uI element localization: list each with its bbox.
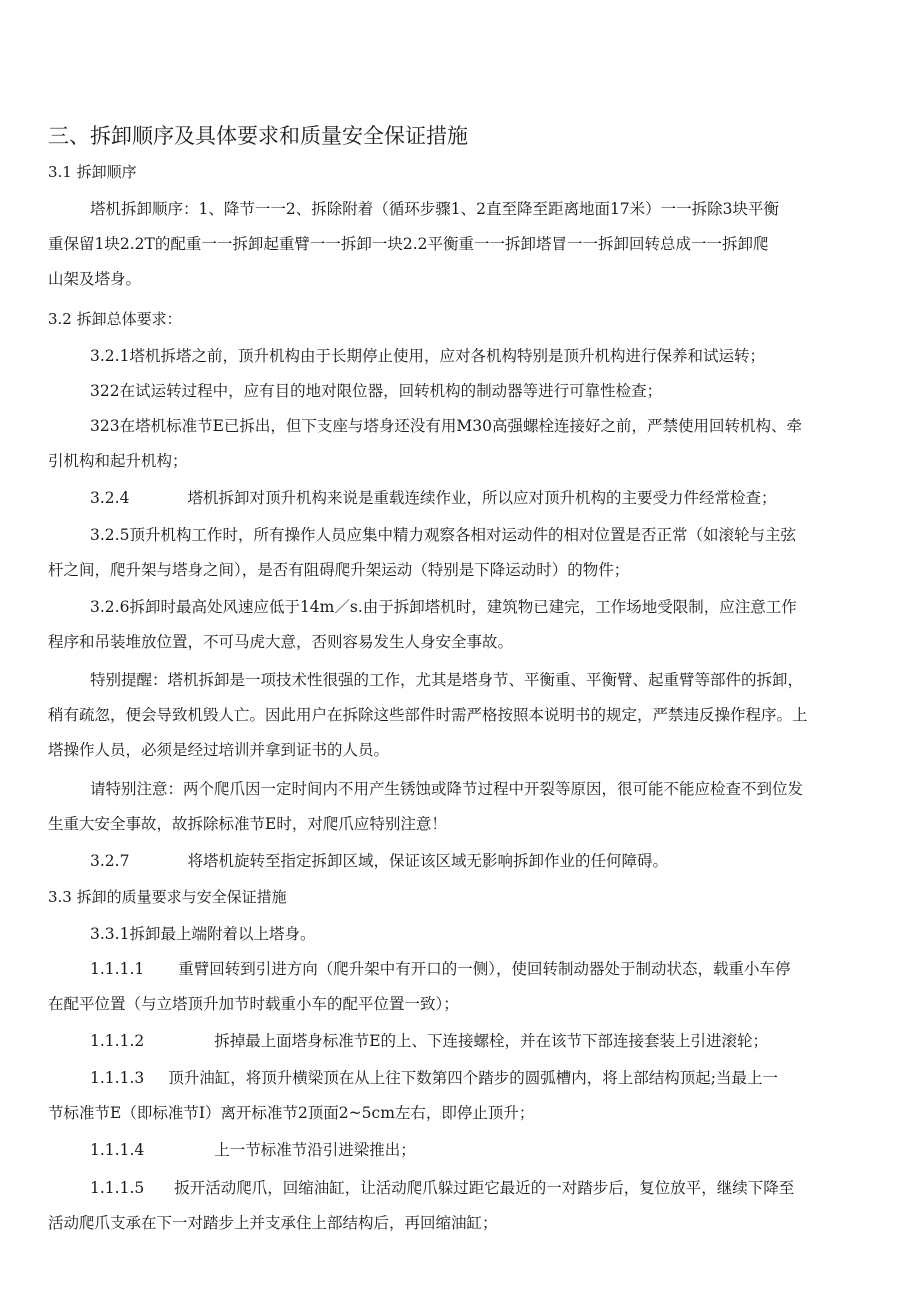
paragraph-3-2-2 (48, 374, 880, 409)
item-1-1-1-3 (48, 1061, 880, 1131)
item-number: 1.1.1.1 (90, 960, 145, 978)
item-number: 3.2.7 (90, 852, 130, 870)
item-text: 塔机拆卸对顶升机构来说是重载连续作业，所以应对顶升机构的主要受力件经常检查； (187, 489, 777, 507)
paragraph-3-2-7 (48, 844, 880, 879)
text-line: 稍有疏忽，便会导致机毁人亡。因此用户在拆除这些部件时需严格按照本说明书的规定，严禁违反操作程序。上 (48, 706, 808, 724)
text-line: 3.3.1拆卸最上端附着以上塔身。 (90, 925, 316, 943)
text-line: 请特别注意：两个爬爪因一定时间内不用产生锈蚀或降节过程中开裂等原因，很可能不能应检查不到位发 (90, 780, 804, 798)
item-text: 拆掉最上面塔身标准节E的上、下连接螺栓，并在该节下部连接套装上引进滚轮； (214, 1032, 769, 1050)
text-line: 322在试运转过程中，应有目的地对限位器，回转机构的制动器等进行可靠性检查； (90, 382, 663, 400)
item-number: 3.2.4 (90, 489, 130, 507)
heading-3-3: 3.3 拆卸的质量要求与安全保证措施 (48, 888, 287, 906)
item-text: 重臂回转到引进方向（爬升架中有开口的一侧），使回转制动器处于制动状态，载重小车停 (178, 960, 791, 978)
item-1-1-1-5 (48, 1171, 880, 1241)
item-1-1-1-1 (48, 952, 880, 1022)
item-text: 顶升油缸，将顶升横梁顶在从上往下数第四个踏步的圆弧槽内，将上部结构顶起;当最上一 (168, 1069, 778, 1087)
item-number: 1.1.1.2 (90, 1032, 145, 1050)
text-line: 杆之间，爬升架与塔身之间），是否有阻碍爬升架运动（特别是下降运动时）的物件； (48, 561, 630, 579)
paragraph-special-attention (48, 772, 880, 842)
paragraph-3-2-6 (48, 590, 880, 660)
section-title: 三、拆卸顺序及具体要求和质量安全保证措施 (48, 124, 468, 148)
paragraph-3-2-4 (48, 481, 880, 516)
paragraph-disassembly-sequence (48, 192, 880, 297)
heading-3-2: 3.2 拆卸总体要求： (48, 310, 182, 328)
item-1-1-1-4 (48, 1133, 880, 1168)
text-line: 程序和吊装堆放位置，不可马虎大意，否则容易发生人身安全事故。 (48, 633, 514, 651)
paragraph-3-2-3 (48, 409, 880, 479)
text-line: 在配平位置（与立塔顶升加节时载重小车的配平位置一致）； (48, 995, 459, 1013)
text-line: 塔机拆卸顺序：1、降节一一2、拆除附着（循环步骤1、2直至降至距离地面17米）一一拆除3块平衡 (90, 200, 780, 218)
paragraph-3-3-1 (48, 917, 880, 952)
text-line: 节标准节E（即标准节I）离开标准节2顶面2~5cm左右，即停止顶升； (48, 1104, 535, 1122)
text-line: 特别提醒：塔机拆卸是一项技术性很强的工作，尤其是塔身节、平衡重、平衡臂、起重臂等部件的拆卸， (90, 671, 804, 689)
item-text: 将塔机旋转至指定拆卸区域，保证该区域无影响拆卸作业的任何障碍。 (187, 852, 668, 870)
text-line: 重保留1块2.2T的配重一一拆卸起重臂一一拆卸一块2.2平衡重一一拆卸塔冒一一拆卸回转总成一一拆卸爬 (48, 235, 769, 253)
text-line: 323在塔机标准节E已拆出，但下支座与塔身还没有用M30高强螺栓连接好之前，严禁使用回转机构、牵 (90, 417, 802, 435)
paragraph-3-2-1 (48, 339, 880, 374)
item-1-1-1-2 (48, 1024, 880, 1059)
text-line: 塔操作人员，必须是经过培训并拿到证书的人员。 (48, 741, 390, 759)
text-line: 3.2.5顶升机构工作时，所有操作人员应集中精力观察各相对运动件的相对位置是否正常（如滚轮与主弦 (90, 526, 796, 544)
item-text: 上一节标准节沿引进梁推出； (214, 1141, 416, 1159)
paragraph-3-2-5 (48, 518, 880, 588)
item-text: 扳开活动爬爪，回缩油缸，让活动爬爪躲过距它最近的一对踏步后，复位放平，继续下降至 (174, 1179, 795, 1197)
item-number: 1.1.1.4 (90, 1141, 145, 1159)
item-number: 1.1.1.3 (90, 1069, 145, 1087)
text-line: 活动爬爪支承在下一对踏步上并支承住上部结构后，再回缩油缸； (48, 1214, 498, 1232)
paragraph-special-reminder (48, 663, 880, 768)
text-line: 生重大安全事故，故拆除标准节E时，对爬爪应特别注意！ (48, 815, 447, 833)
text-line: 引机构和起升机构； (48, 452, 188, 470)
text-line: 山架及塔身。 (48, 270, 142, 288)
item-number: 1.1.1.5 (90, 1179, 145, 1197)
text-line: 3.2.6拆卸时最高处风速应低于14m／s.由于拆卸塔机时，建筑物已建完，工作场地受限制，应注意工作 (90, 598, 797, 616)
heading-3-1: 3.1 拆卸顺序 (48, 163, 137, 181)
text-line: 3.2.1塔机拆塔之前，顶升机构由于长期停止使用，应对各机构特别是顶升机构进行保养和试运转； (90, 347, 765, 365)
